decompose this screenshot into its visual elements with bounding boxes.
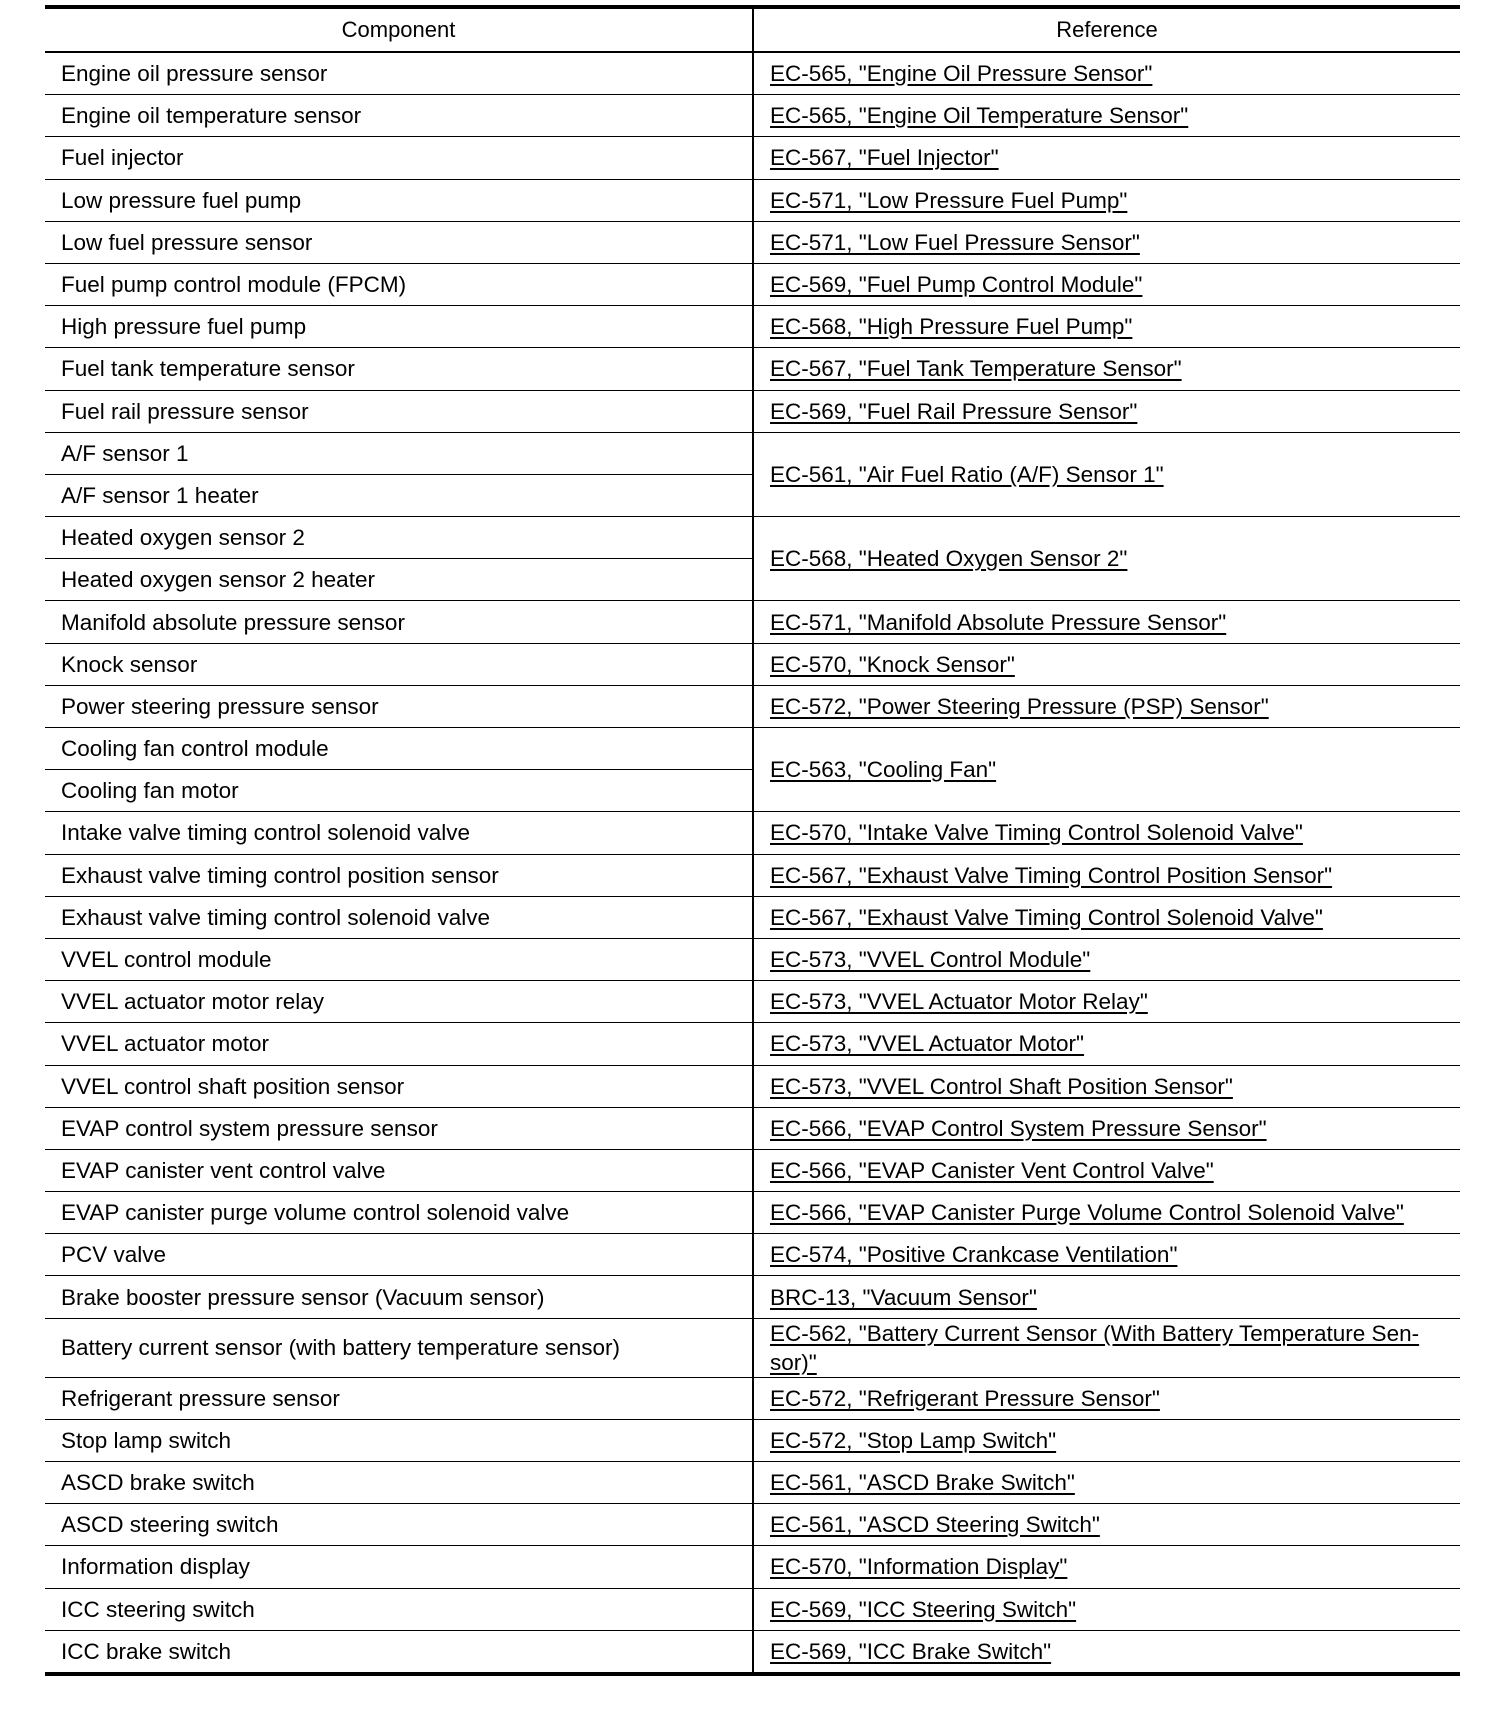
table-row bbox=[45, 1377, 1460, 1419]
table-row bbox=[45, 517, 1460, 559]
reference-link[interactable]: BRC-13, "Vacuum Sensor" bbox=[770, 1284, 1037, 1310]
component-cell: Heated oxygen sensor 2 heater bbox=[45, 559, 753, 601]
reference-cell bbox=[753, 1462, 1460, 1504]
component-cell: Cooling fan motor bbox=[45, 770, 753, 812]
reference-link[interactable]: EC-569, "ICC Brake Switch" bbox=[770, 1638, 1052, 1664]
table-row bbox=[45, 1149, 1460, 1191]
component-cell: Fuel injector bbox=[45, 137, 753, 179]
component-cell: Power steering pressure sensor bbox=[45, 685, 753, 727]
reference-cell bbox=[753, 1149, 1460, 1191]
reference-link[interactable]: EC-566, "EVAP Canister Vent Control Valve" bbox=[770, 1157, 1214, 1183]
reference-cell bbox=[753, 179, 1460, 221]
table-row bbox=[45, 137, 1460, 179]
table-row bbox=[45, 1318, 1460, 1377]
reference-link[interactable]: EC-569, "ICC Steering Switch" bbox=[770, 1596, 1077, 1622]
reference-link[interactable]: EC-561, "ASCD Steering Switch" bbox=[770, 1512, 1100, 1538]
component-cell: A/F sensor 1 heater bbox=[45, 474, 753, 516]
component-cell: Information display bbox=[45, 1546, 753, 1588]
table-row bbox=[45, 938, 1460, 980]
reference-cell bbox=[753, 263, 1460, 305]
reference-link[interactable]: EC-568, "Heated Oxygen Sensor 2" bbox=[770, 546, 1128, 572]
reference-link[interactable]: EC-571, "Low Fuel Pressure Sensor" bbox=[770, 229, 1140, 255]
reference-cell bbox=[753, 137, 1460, 179]
component-cell: ICC steering switch bbox=[45, 1588, 753, 1630]
reference-link[interactable]: EC-573, "VVEL Actuator Motor" bbox=[770, 1031, 1085, 1057]
reference-link[interactable]: EC-566, "EVAP Canister Purge Volume Control Solenoid Valve" bbox=[770, 1200, 1404, 1226]
reference-cell bbox=[753, 728, 1460, 812]
reference-cell bbox=[753, 1504, 1460, 1546]
table-row bbox=[45, 263, 1460, 305]
table-row bbox=[45, 1630, 1460, 1674]
reference-cell bbox=[753, 1546, 1460, 1588]
reference-link[interactable]: EC-562, "Battery Current Sensor (With Battery Temperature Sen-sor)" bbox=[770, 1320, 1420, 1375]
component-cell: Knock sensor bbox=[45, 643, 753, 685]
component-cell: Stop lamp switch bbox=[45, 1419, 753, 1461]
component-cell: High pressure fuel pump bbox=[45, 306, 753, 348]
header-reference: Reference bbox=[753, 7, 1460, 52]
reference-cell bbox=[753, 390, 1460, 432]
table-row bbox=[45, 896, 1460, 938]
component-cell: Refrigerant pressure sensor bbox=[45, 1377, 753, 1419]
table-row bbox=[45, 643, 1460, 685]
table-row bbox=[45, 1107, 1460, 1149]
reference-link[interactable]: EC-570, "Knock Sensor" bbox=[770, 651, 1015, 677]
component-cell: VVEL control module bbox=[45, 938, 753, 980]
reference-cell bbox=[753, 1318, 1460, 1377]
reference-cell bbox=[753, 643, 1460, 685]
reference-link[interactable]: EC-572, "Stop Lamp Switch" bbox=[770, 1427, 1057, 1453]
reference-cell bbox=[753, 981, 1460, 1023]
reference-link[interactable]: EC-569, "Fuel Pump Control Module" bbox=[770, 272, 1143, 298]
header-component: Component bbox=[45, 7, 753, 52]
reference-link[interactable]: EC-566, "EVAP Control System Pressure Sensor" bbox=[770, 1115, 1267, 1141]
component-cell: ICC brake switch bbox=[45, 1630, 753, 1674]
reference-cell bbox=[753, 938, 1460, 980]
reference-link[interactable]: EC-573, "VVEL Control Module" bbox=[770, 947, 1091, 973]
component-cell: Fuel pump control module (FPCM) bbox=[45, 263, 753, 305]
table-row bbox=[45, 348, 1460, 390]
table-row bbox=[45, 1192, 1460, 1234]
reference-link[interactable]: EC-568, "High Pressure Fuel Pump" bbox=[770, 314, 1133, 340]
reference-link[interactable]: EC-567, "Exhaust Valve Timing Control Position Sensor" bbox=[770, 862, 1333, 888]
component-cell: Exhaust valve timing control position sensor bbox=[45, 854, 753, 896]
component-cell: A/F sensor 1 bbox=[45, 432, 753, 474]
table-body bbox=[45, 52, 1460, 1674]
table-row bbox=[45, 1419, 1460, 1461]
reference-cell bbox=[753, 1192, 1460, 1234]
table-row bbox=[45, 685, 1460, 727]
component-reference-table bbox=[45, 5, 1460, 1676]
table-row bbox=[45, 432, 1460, 474]
reference-cell bbox=[753, 221, 1460, 263]
reference-link[interactable]: EC-574, "Positive Crankcase Ventilation" bbox=[770, 1242, 1178, 1268]
component-cell: Engine oil temperature sensor bbox=[45, 95, 753, 137]
component-cell: EVAP control system pressure sensor bbox=[45, 1107, 753, 1149]
table-row bbox=[45, 1462, 1460, 1504]
component-cell: ASCD brake switch bbox=[45, 1462, 753, 1504]
component-cell: ASCD steering switch bbox=[45, 1504, 753, 1546]
component-cell: Low fuel pressure sensor bbox=[45, 221, 753, 263]
reference-cell bbox=[753, 1107, 1460, 1149]
reference-link[interactable]: EC-567, "Fuel Injector" bbox=[770, 145, 999, 171]
table-row bbox=[45, 306, 1460, 348]
component-cell: PCV valve bbox=[45, 1234, 753, 1276]
reference-cell bbox=[753, 1023, 1460, 1065]
component-cell: Fuel tank temperature sensor bbox=[45, 348, 753, 390]
component-cell: Exhaust valve timing control solenoid valve bbox=[45, 896, 753, 938]
reference-link[interactable]: EC-567, "Exhaust Valve Timing Control Solenoid Valve" bbox=[770, 904, 1323, 930]
reference-cell bbox=[753, 348, 1460, 390]
reference-link[interactable]: EC-570, "Intake Valve Timing Control Solenoid Valve" bbox=[770, 820, 1303, 846]
reference-cell bbox=[753, 1065, 1460, 1107]
component-cell: Heated oxygen sensor 2 bbox=[45, 517, 753, 559]
reference-link[interactable]: EC-563, "Cooling Fan" bbox=[770, 757, 997, 783]
reference-cell bbox=[753, 517, 1460, 601]
component-cell: Brake booster pressure sensor (Vacuum sensor) bbox=[45, 1276, 753, 1318]
component-cell: Engine oil pressure sensor bbox=[45, 52, 753, 95]
table-row bbox=[45, 1234, 1460, 1276]
table-row bbox=[45, 981, 1460, 1023]
reference-link[interactable]: EC-567, "Fuel Tank Temperature Sensor" bbox=[770, 356, 1182, 382]
reference-link[interactable]: EC-565, "Engine Oil Temperature Sensor" bbox=[770, 103, 1189, 129]
table-row bbox=[45, 1023, 1460, 1065]
reference-cell bbox=[753, 52, 1460, 95]
reference-link[interactable]: EC-565, "Engine Oil Pressure Sensor" bbox=[770, 61, 1153, 87]
reference-cell bbox=[753, 854, 1460, 896]
component-cell: Cooling fan control module bbox=[45, 728, 753, 770]
table-row bbox=[45, 1065, 1460, 1107]
reference-cell bbox=[753, 1276, 1460, 1318]
reference-link[interactable]: EC-570, "Information Display" bbox=[770, 1554, 1068, 1580]
component-cell: Fuel rail pressure sensor bbox=[45, 390, 753, 432]
reference-cell bbox=[753, 1588, 1460, 1630]
table-row bbox=[45, 812, 1460, 854]
table-row bbox=[45, 1588, 1460, 1630]
component-cell: Manifold absolute pressure sensor bbox=[45, 601, 753, 643]
reference-link[interactable]: EC-571, "Low Pressure Fuel Pump" bbox=[770, 187, 1128, 213]
reference-cell bbox=[753, 95, 1460, 137]
reference-cell bbox=[753, 306, 1460, 348]
table-row bbox=[45, 1546, 1460, 1588]
table-row bbox=[45, 179, 1460, 221]
component-cell: EVAP canister purge volume control solenoid valve bbox=[45, 1192, 753, 1234]
header-row bbox=[45, 7, 1460, 52]
reference-cell bbox=[753, 685, 1460, 727]
table-row bbox=[45, 390, 1460, 432]
table-row bbox=[45, 728, 1460, 770]
reference-link[interactable]: EC-573, "VVEL Actuator Motor Relay" bbox=[770, 989, 1148, 1015]
reference-cell bbox=[753, 432, 1460, 516]
reference-cell bbox=[753, 812, 1460, 854]
table-row bbox=[45, 52, 1460, 95]
table-row bbox=[45, 854, 1460, 896]
component-cell: Low pressure fuel pump bbox=[45, 179, 753, 221]
component-cell: Battery current sensor (with battery temperature sensor) bbox=[45, 1318, 753, 1377]
reference-link[interactable]: EC-561, "ASCD Brake Switch" bbox=[770, 1470, 1075, 1496]
reference-link[interactable]: EC-572, "Refrigerant Pressure Sensor" bbox=[770, 1385, 1160, 1411]
reference-cell bbox=[753, 1377, 1460, 1419]
component-cell: VVEL actuator motor relay bbox=[45, 981, 753, 1023]
table-row bbox=[45, 1504, 1460, 1546]
component-cell: VVEL control shaft position sensor bbox=[45, 1065, 753, 1107]
reference-link[interactable]: EC-561, "Air Fuel Ratio (A/F) Sensor 1" bbox=[770, 461, 1164, 487]
reference-cell bbox=[753, 896, 1460, 938]
component-cell: EVAP canister vent control valve bbox=[45, 1149, 753, 1191]
table-row bbox=[45, 95, 1460, 137]
reference-cell bbox=[753, 601, 1460, 643]
table-row bbox=[45, 1276, 1460, 1318]
table-row bbox=[45, 221, 1460, 263]
reference-link[interactable]: EC-569, "Fuel Rail Pressure Sensor" bbox=[770, 398, 1138, 424]
reference-cell bbox=[753, 1419, 1460, 1461]
reference-link[interactable]: EC-573, "VVEL Control Shaft Position Sensor" bbox=[770, 1073, 1233, 1099]
reference-cell bbox=[753, 1630, 1460, 1674]
component-cell: Intake valve timing control solenoid valve bbox=[45, 812, 753, 854]
reference-link[interactable]: EC-572, "Power Steering Pressure (PSP) Sensor" bbox=[770, 693, 1269, 719]
reference-link[interactable]: EC-571, "Manifold Absolute Pressure Sensor" bbox=[770, 609, 1227, 635]
table-row bbox=[45, 601, 1460, 643]
component-cell: VVEL actuator motor bbox=[45, 1023, 753, 1065]
reference-cell bbox=[753, 1234, 1460, 1276]
